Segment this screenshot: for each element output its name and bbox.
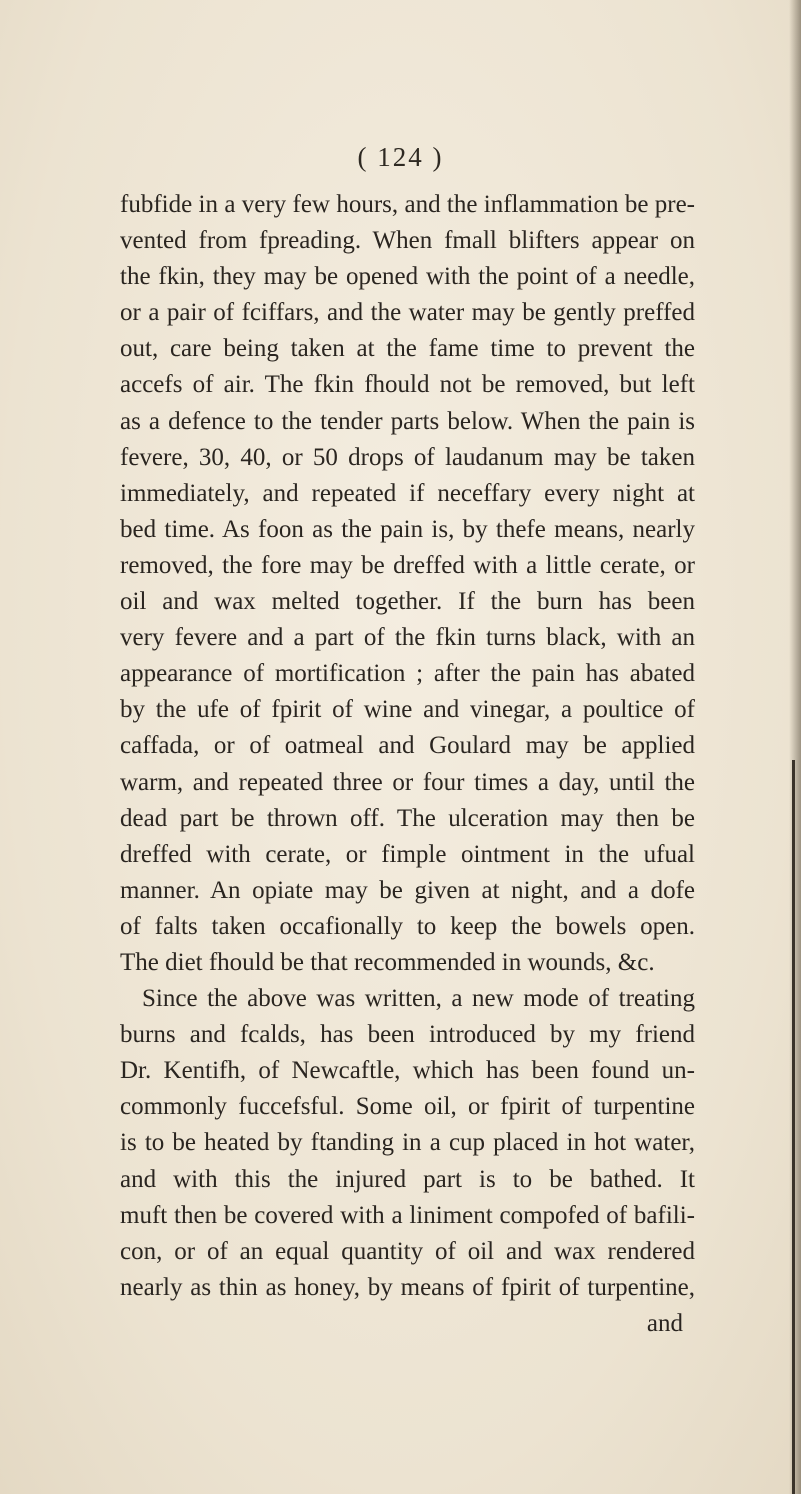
text-line: as a defence to the tender parts below. When the pain is [120,407,695,435]
text-line: and with this the injured part is to be bathed. It [120,1165,695,1193]
page-edge-shadow [789,0,801,1494]
text-line: appearance of mortification ; after the pain has abated [120,660,695,688]
text-line: vented from fpreading. When fmall blifters appear on [120,227,695,255]
text-line: dreffed with cerate, or fimple ointment in the ufual [120,840,695,868]
text-line: immediately, and repeated if neceffary every night at [120,479,695,507]
text-line: the fkin, they may be opened with the point of a needle, [120,263,695,291]
page-number: ( 124 ) [357,142,444,172]
text-line: burns and fcalds, has been introduced by my friend [120,1021,695,1049]
text-line: removed, the fore may be dreffed with a little cerate, or [120,551,695,579]
text-line: warm, and repeated three or four times a day, until the [120,768,695,796]
text-line: manner. An opiate may be given at night, and a dofe [120,876,695,904]
text-line: con, or of an equal quantity of oil and wax rendered [120,1237,695,1265]
text-line: fevere, 30, 40, or 50 drops of laudanum may be taken [120,443,695,471]
text-line: caffada, or of oatmeal and Goulard may be applied [120,732,695,760]
catchword: and [646,1309,683,1337]
text-line: nearly as thin as honey, by means of fpirit of turpentine, [120,1273,695,1301]
text-line: fubfide in a very few hours, and the inflammation be pre- [120,191,695,218]
body-text [120,187,695,1342]
text-line: very fevere and a part of the fkin turns black, with an [120,624,695,652]
text-line: out, care being taken at the fame time to prevent the [120,335,695,363]
text-line: Dr. Kentifh, of Newcaftle, which has been found un- [120,1057,695,1085]
text-line: muft then be covered with a liniment compofed of bafili- [120,1201,695,1229]
text-line: Since the above was written, a new mode of treating [142,985,695,1013]
text-line: The diet fhould be that recommended in wounds, &c. [120,948,655,976]
text-line: bed time. As foon as the pain is, by thefe means, nearly [120,515,695,543]
text-line: accefs of air. The fkin fhould not be removed, but left [120,371,695,399]
text-line: of falts taken occafionally to keep the bowels open. [120,912,695,940]
text-line: is to be heated by ftanding in a cup placed in hot water, [120,1129,695,1157]
text-line: by the ufe of fpirit of wine and vinegar, a poultice of [120,696,695,724]
text-line: oil and wax melted together. If the burn has been [120,588,695,616]
page-edge-line [792,760,795,1494]
text-line: dead part be thrown off. The ulceration may then be [120,804,695,832]
text-line: or a pair of fciffars, and the water may be gently preffed [120,299,695,327]
text-line: commonly fuccefsful. Some oil, or fpirit of turpentine [120,1093,695,1121]
